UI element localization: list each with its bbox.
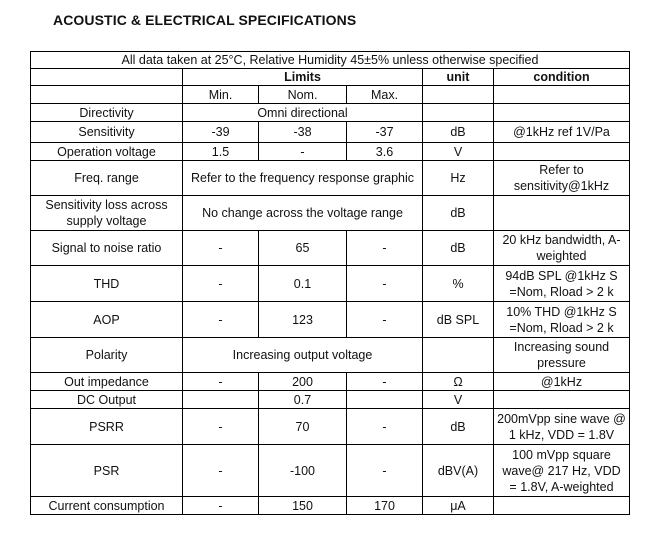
param-cell: Out impedance [31, 373, 183, 391]
page-title: ACOUSTIC & ELECTRICAL SPECIFICATIONS [53, 12, 357, 28]
param-cell: Current consumption [31, 497, 183, 515]
nom-cell: 150 [259, 497, 347, 515]
table-row [31, 497, 630, 515]
span-cell: No change across the voltage range [183, 196, 423, 231]
subheader-blank [31, 86, 183, 104]
spec-table [30, 51, 630, 515]
unit-cell: dB [423, 122, 494, 143]
header-max: Max. [347, 86, 423, 104]
min-cell: - [183, 373, 259, 391]
unit-cell: V [423, 391, 494, 409]
cond-cell: @1kHz ref 1V/Pa [494, 122, 630, 143]
nom-cell: -100 [259, 445, 347, 497]
max-cell: - [347, 373, 423, 391]
table-row [31, 143, 630, 161]
max-cell: - [347, 231, 423, 266]
cond-cell: 94dB SPL @1kHz S =Nom, Rload > 2 k [494, 266, 630, 302]
table-row [31, 122, 630, 143]
param-cell: Sensitivity [31, 122, 183, 143]
nom-cell: - [259, 143, 347, 161]
max-cell: 170 [347, 497, 423, 515]
header-unit: unit [423, 69, 494, 86]
unit-cell [423, 104, 494, 122]
span-cell: Refer to the frequency response graphic [183, 161, 423, 196]
table-row [31, 104, 630, 122]
unit-cell: dB [423, 409, 494, 445]
nom-cell: 0.7 [259, 391, 347, 409]
span-cell: Omni directional [183, 104, 423, 122]
caption-row [31, 52, 630, 69]
min-cell: - [183, 497, 259, 515]
cond-cell: @1kHz [494, 373, 630, 391]
nom-cell: 70 [259, 409, 347, 445]
subheader-row [31, 86, 630, 104]
nom-cell: 200 [259, 373, 347, 391]
unit-cell: dB [423, 196, 494, 231]
cond-cell [494, 497, 630, 515]
unit-cell: % [423, 266, 494, 302]
min-cell: 1.5 [183, 143, 259, 161]
param-cell: PSR [31, 445, 183, 497]
header-blank [31, 69, 183, 86]
unit-cell: dBV(A) [423, 445, 494, 497]
param-cell: Directivity [31, 104, 183, 122]
param-cell: PSRR [31, 409, 183, 445]
param-cell: Signal to noise ratio [31, 231, 183, 266]
cond-cell: Refer to sensitivity@1kHz [494, 161, 630, 196]
param-cell: Operation voltage [31, 143, 183, 161]
table-row [31, 161, 630, 196]
cond-cell [494, 143, 630, 161]
max-cell: -37 [347, 122, 423, 143]
nom-cell: -38 [259, 122, 347, 143]
table-row [31, 196, 630, 231]
header-min: Min. [183, 86, 259, 104]
param-cell: THD [31, 266, 183, 302]
subheader-unit-blank [423, 86, 494, 104]
min-cell: - [183, 409, 259, 445]
cond-cell [494, 196, 630, 231]
table-row [31, 338, 630, 373]
min-cell [183, 391, 259, 409]
unit-cell: V [423, 143, 494, 161]
cond-cell: Increasing sound pressure [494, 338, 630, 373]
nom-cell: 123 [259, 302, 347, 338]
table-caption: All data taken at 25°C, Relative Humidity 45±5% unless otherwise specified [31, 52, 630, 69]
table-row [31, 445, 630, 497]
cond-cell [494, 104, 630, 122]
nom-cell: 65 [259, 231, 347, 266]
table-row [31, 231, 630, 266]
nom-cell: 0.1 [259, 266, 347, 302]
cond-cell: 100 mVpp square wave@ 217 Hz, VDD = 1.8V, A-weighted [494, 445, 630, 497]
max-cell: - [347, 266, 423, 302]
unit-cell: Hz [423, 161, 494, 196]
param-cell: Freq. range [31, 161, 183, 196]
max-cell: - [347, 302, 423, 338]
min-cell: -39 [183, 122, 259, 143]
header-limits: Limits [183, 69, 423, 86]
cond-cell: 200mVpp sine wave @ 1 kHz, VDD = 1.8V [494, 409, 630, 445]
unit-cell: μA [423, 497, 494, 515]
max-cell [347, 391, 423, 409]
span-cell: Increasing output voltage [183, 338, 423, 373]
min-cell: - [183, 231, 259, 266]
table-row [31, 302, 630, 338]
header-nom: Nom. [259, 86, 347, 104]
table-row [31, 373, 630, 391]
header-row [31, 69, 630, 86]
max-cell: - [347, 445, 423, 497]
min-cell: - [183, 266, 259, 302]
unit-cell [423, 338, 494, 373]
max-cell: - [347, 409, 423, 445]
min-cell: - [183, 445, 259, 497]
table-row [31, 391, 630, 409]
unit-cell: dB [423, 231, 494, 266]
unit-cell: Ω [423, 373, 494, 391]
param-cell: Polarity [31, 338, 183, 373]
subheader-cond-blank [494, 86, 630, 104]
param-cell: Sensitivity loss across supply voltage [31, 196, 183, 231]
table-row [31, 409, 630, 445]
param-cell: AOP [31, 302, 183, 338]
min-cell: - [183, 302, 259, 338]
header-condition: condition [494, 69, 630, 86]
param-cell: DC Output [31, 391, 183, 409]
max-cell: 3.6 [347, 143, 423, 161]
cond-cell: 10% THD @1kHz S =Nom, Rload > 2 k [494, 302, 630, 338]
cond-cell: 20 kHz bandwidth, A-weighted [494, 231, 630, 266]
table-row [31, 266, 630, 302]
unit-cell: dB SPL [423, 302, 494, 338]
cond-cell [494, 391, 630, 409]
